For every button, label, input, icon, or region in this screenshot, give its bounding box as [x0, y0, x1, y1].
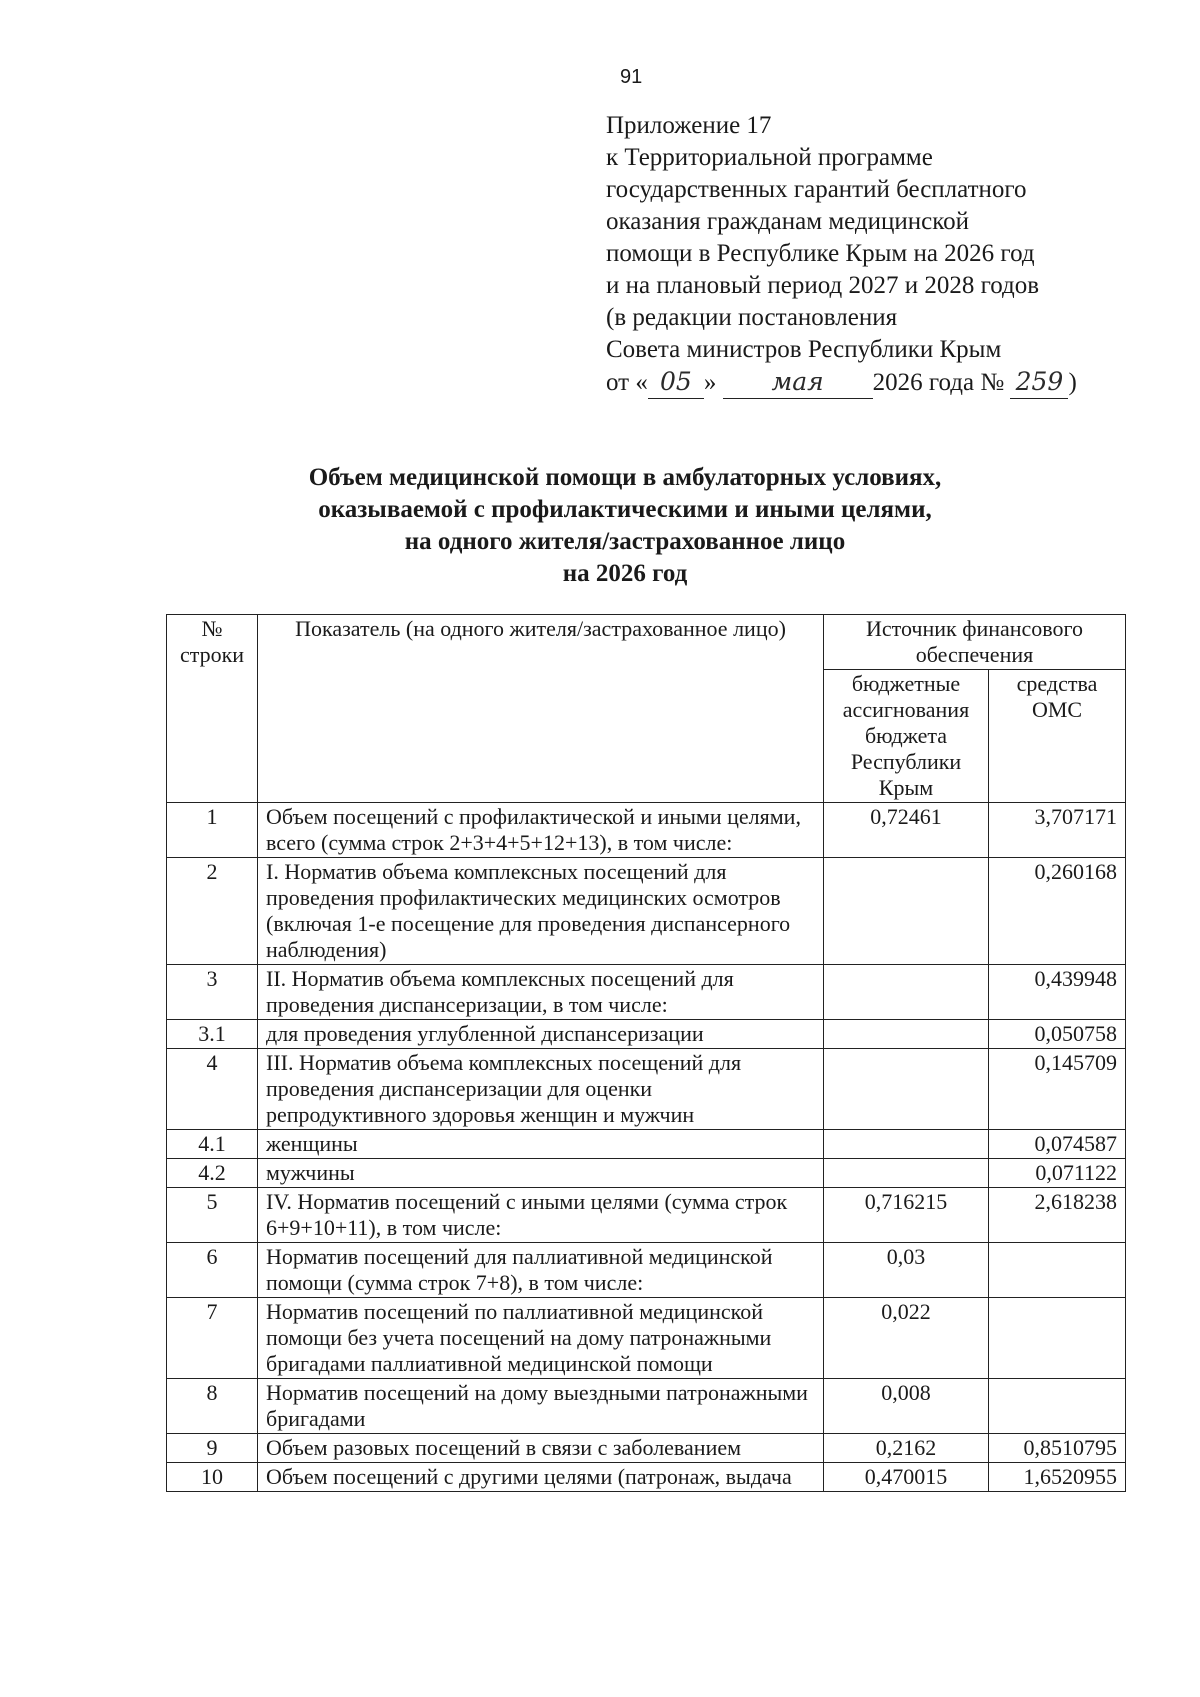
row-number-cell: 9	[167, 1434, 258, 1463]
date-prefix: от «	[606, 369, 648, 396]
page-number: 91	[620, 66, 643, 88]
indicator-cell: Объем посещений с другими целями (патронаж, выдача	[258, 1463, 824, 1492]
header-indicator: Показатель (на одного жителя/застрахованное лицо)	[258, 615, 824, 803]
budget-value-cell: 0,2162	[824, 1434, 989, 1463]
budget-value-cell: 0,470015	[824, 1463, 989, 1492]
indicator-cell: Объем посещений с профилактической и иными целями, всего (сумма строк 2+3+4+5+12+13), в том числе:	[258, 803, 824, 858]
oms-value-cell	[989, 1298, 1126, 1379]
indicator-cell: мужчины	[258, 1159, 824, 1188]
oms-value-cell: 0,145709	[989, 1049, 1126, 1130]
row-number-cell: 4.1	[167, 1130, 258, 1159]
budget-value-cell: 0,022	[824, 1298, 989, 1379]
oms-value-cell: 0,8510795	[989, 1434, 1126, 1463]
budget-value-cell: 0,716215	[824, 1188, 989, 1243]
budget-value-cell	[824, 1020, 989, 1049]
row-number-cell: 4	[167, 1049, 258, 1130]
appendix-block	[606, 110, 1166, 399]
oms-value-cell: 1,6520955	[989, 1463, 1126, 1492]
row-number-cell: 5	[167, 1188, 258, 1243]
oms-value-cell: 0,260168	[989, 858, 1126, 965]
indicator-cell: женщины	[258, 1130, 824, 1159]
indicator-cell: Норматив посещений для паллиативной медицинской помощи (сумма строк 7+8), в том числе:	[258, 1243, 824, 1298]
header-oms: средства ОМС	[989, 670, 1126, 803]
resolution-date-line	[606, 366, 1166, 399]
table-row	[167, 1130, 1126, 1159]
table-row	[167, 1159, 1126, 1188]
table-row	[167, 1020, 1126, 1049]
budget-value-cell	[824, 858, 989, 965]
row-number-cell: 6	[167, 1243, 258, 1298]
row-number-cell: 8	[167, 1379, 258, 1434]
budget-value-cell	[824, 1130, 989, 1159]
indicator-cell: III. Норматив объема комплексных посещений для проведения диспансеризации для оценки репродуктивного здоровья женщин и мужчин	[258, 1049, 824, 1130]
row-number-cell: 7	[167, 1298, 258, 1379]
appendix-line: оказания гражданам медицинской	[606, 208, 970, 235]
handwritten-day: 05	[648, 366, 704, 399]
norms-table	[166, 614, 1126, 1492]
indicator-cell: II. Норматив объема комплексных посещений для проведения диспансеризации, в том числе:	[258, 965, 824, 1020]
row-number-cell: 3.1	[167, 1020, 258, 1049]
table-row	[167, 1243, 1126, 1298]
date-year: 2026 года №	[872, 369, 1005, 396]
appendix-line: и на плановый период 2027 и 2028 годов	[606, 272, 1040, 299]
row-number-cell: 10	[167, 1463, 258, 1492]
table-row	[167, 1188, 1126, 1243]
indicator-cell: I. Норматив объема комплексных посещений для проведения профилактических медицинских осмотров (включая 1-е посещение для проведения диспансерного наблюдения)	[258, 858, 824, 965]
budget-value-cell	[824, 1049, 989, 1130]
oms-value-cell: 0,071122	[989, 1159, 1126, 1188]
table-row	[167, 1379, 1126, 1434]
row-number-cell: 3	[167, 965, 258, 1020]
document-title	[200, 462, 1050, 590]
appendix-line: к Территориальной программе	[606, 144, 933, 171]
indicator-cell: IV. Норматив посещений с иными целями (сумма строк 6+9+10+11), в том числе:	[258, 1188, 824, 1243]
budget-value-cell	[824, 965, 989, 1020]
indicator-cell: Норматив посещений на дому выездными патронажными бригадами	[258, 1379, 824, 1434]
appendix-line: Совета министров Республики Крым	[606, 336, 1002, 363]
row-number-cell: 1	[167, 803, 258, 858]
header-budget: бюджетные ассигнования бюджета Республики Крым	[824, 670, 989, 803]
oms-value-cell: 0,074587	[989, 1130, 1126, 1159]
oms-value-cell: 3,707171	[989, 803, 1126, 858]
table-row	[167, 1049, 1126, 1130]
indicator-cell: Объем разовых посещений в связи с заболеванием	[258, 1434, 824, 1463]
indicator-cell: для проведения углубленной диспансеризации	[258, 1020, 824, 1049]
budget-value-cell: 0,72461	[824, 803, 989, 858]
table-header-row	[167, 615, 1126, 670]
row-number-cell: 2	[167, 858, 258, 965]
appendix-line: помощи в Республике Крым на 2026 год	[606, 240, 1035, 267]
header-funding-source: Источник финансового обеспечения	[824, 615, 1126, 670]
table-row	[167, 1463, 1126, 1492]
date-suffix: )	[1068, 369, 1077, 396]
title-line: Объем медицинской помощи в амбулаторных условиях,	[308, 464, 942, 491]
table-row	[167, 858, 1126, 965]
table-row	[167, 803, 1126, 858]
budget-value-cell: 0,008	[824, 1379, 989, 1434]
handwritten-month: мая	[723, 366, 873, 399]
table-row	[167, 1298, 1126, 1379]
handwritten-doc-number: 259	[1010, 366, 1068, 399]
budget-value-cell	[824, 1159, 989, 1188]
indicator-cell: Норматив посещений по паллиативной медицинской помощи без учета посещений на дому патронажными бригадами паллиативной медицинской помощи	[258, 1298, 824, 1379]
budget-value-cell: 0,03	[824, 1243, 989, 1298]
oms-value-cell	[989, 1243, 1126, 1298]
table-row	[167, 1434, 1126, 1463]
title-line: на 2026 год	[562, 560, 688, 587]
date-mid: »	[703, 369, 717, 396]
appendix-line: государственных гарантий бесплатного	[606, 176, 1027, 203]
row-number-cell: 4.2	[167, 1159, 258, 1188]
oms-value-cell: 0,439948	[989, 965, 1126, 1020]
title-line: на одного жителя/застрахованное лицо	[404, 528, 846, 555]
oms-value-cell	[989, 1379, 1126, 1434]
header-row-number: № строки	[167, 615, 258, 803]
oms-value-cell: 2,618238	[989, 1188, 1126, 1243]
oms-value-cell: 0,050758	[989, 1020, 1126, 1049]
title-line: оказываемой с профилактическими и иными целями,	[318, 496, 932, 523]
table-body	[167, 803, 1126, 1492]
table-row	[167, 965, 1126, 1020]
appendix-line: Приложение 17	[606, 112, 772, 139]
appendix-line: (в редакции постановления	[606, 304, 898, 331]
